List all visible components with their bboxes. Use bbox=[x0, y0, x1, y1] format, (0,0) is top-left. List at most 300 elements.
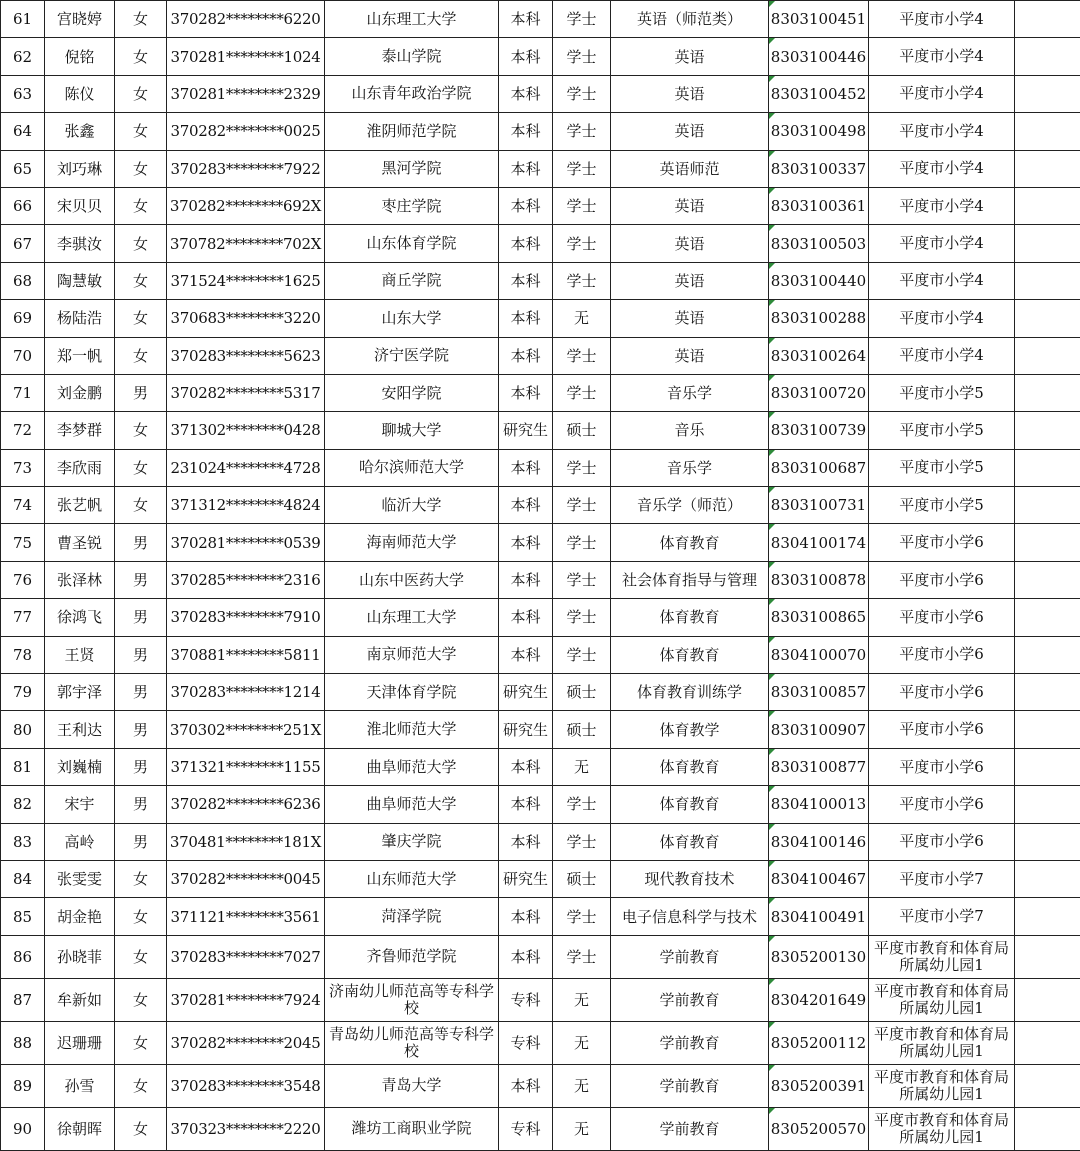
row-number: 74 bbox=[1, 487, 45, 524]
gender-cell: 女 bbox=[115, 449, 167, 486]
post-cell: 平度市教育和体育局所属幼儿园1 bbox=[869, 1064, 1015, 1107]
row-number: 64 bbox=[1, 113, 45, 150]
exam-number-cell: 8303100857 bbox=[769, 674, 869, 711]
post-cell: 平度市小学4 bbox=[869, 337, 1015, 374]
table-row bbox=[1, 748, 1080, 785]
education-cell: 本科 bbox=[499, 150, 553, 187]
exam-number-cell: 8305200112 bbox=[769, 1021, 869, 1064]
education-cell: 本科 bbox=[499, 935, 553, 978]
id-number-cell: 370683********3220 bbox=[167, 300, 325, 337]
exam-number-cell: 8303100907 bbox=[769, 711, 869, 748]
major-cell: 体育教育 bbox=[611, 524, 769, 561]
gender-cell: 女 bbox=[115, 337, 167, 374]
major-cell: 社会体育指导与管理 bbox=[611, 561, 769, 598]
school-cell: 齐鲁师范学院 bbox=[325, 935, 499, 978]
post-cell: 平度市小学6 bbox=[869, 786, 1015, 823]
candidate-name: 张鑫 bbox=[45, 113, 115, 150]
education-cell: 本科 bbox=[499, 262, 553, 299]
school-cell: 商丘学院 bbox=[325, 262, 499, 299]
school-cell: 安阳学院 bbox=[325, 374, 499, 411]
post-cell: 平度市教育和体育局所属幼儿园1 bbox=[869, 1021, 1015, 1064]
degree-cell: 学士 bbox=[553, 823, 611, 860]
post-cell: 平度市小学4 bbox=[869, 113, 1015, 150]
exam-number-cell: 8303100878 bbox=[769, 561, 869, 598]
row-number: 65 bbox=[1, 150, 45, 187]
table-row bbox=[1, 412, 1080, 449]
candidate-name: 胡金艳 bbox=[45, 898, 115, 935]
degree-cell: 学士 bbox=[553, 374, 611, 411]
degree-cell: 无 bbox=[553, 300, 611, 337]
id-number-cell: 370302********251X bbox=[167, 711, 325, 748]
post-cell: 平度市小学6 bbox=[869, 674, 1015, 711]
gender-cell: 男 bbox=[115, 636, 167, 673]
table-row bbox=[1, 898, 1080, 935]
row-number: 88 bbox=[1, 1021, 45, 1064]
gender-cell: 女 bbox=[115, 898, 167, 935]
post-cell: 平度市小学7 bbox=[869, 860, 1015, 897]
table-row bbox=[1, 524, 1080, 561]
exam-number-cell: 8304100491 bbox=[769, 898, 869, 935]
candidate-name: 孙晓菲 bbox=[45, 935, 115, 978]
school-cell: 泰山学院 bbox=[325, 38, 499, 75]
candidate-name: 徐鸿飞 bbox=[45, 599, 115, 636]
major-cell: 音乐学 bbox=[611, 374, 769, 411]
table-row bbox=[1, 187, 1080, 224]
school-cell: 黑河学院 bbox=[325, 150, 499, 187]
table-row bbox=[1, 38, 1080, 75]
id-number-cell: 370282********5317 bbox=[167, 374, 325, 411]
row-number: 67 bbox=[1, 225, 45, 262]
row-number: 81 bbox=[1, 748, 45, 785]
empty-cell bbox=[1015, 262, 1080, 299]
exam-number-cell: 8303100288 bbox=[769, 300, 869, 337]
table-body bbox=[1, 1, 1080, 1151]
empty-cell bbox=[1015, 561, 1080, 598]
gender-cell: 男 bbox=[115, 599, 167, 636]
id-number-cell: 370782********702X bbox=[167, 225, 325, 262]
candidate-name: 张艺帆 bbox=[45, 487, 115, 524]
post-cell: 平度市小学6 bbox=[869, 748, 1015, 785]
table-row bbox=[1, 935, 1080, 978]
major-cell: 现代教育技术 bbox=[611, 860, 769, 897]
table-row bbox=[1, 674, 1080, 711]
table-row bbox=[1, 150, 1080, 187]
gender-cell: 男 bbox=[115, 524, 167, 561]
id-number-cell: 370881********5811 bbox=[167, 636, 325, 673]
school-cell: 济宁医学院 bbox=[325, 337, 499, 374]
table-row bbox=[1, 599, 1080, 636]
empty-cell bbox=[1015, 674, 1080, 711]
empty-cell bbox=[1015, 225, 1080, 262]
major-cell: 音乐学（师范） bbox=[611, 487, 769, 524]
empty-cell bbox=[1015, 636, 1080, 673]
gender-cell: 女 bbox=[115, 860, 167, 897]
education-cell: 研究生 bbox=[499, 711, 553, 748]
row-number: 83 bbox=[1, 823, 45, 860]
table-row bbox=[1, 1107, 1080, 1150]
empty-cell bbox=[1015, 1021, 1080, 1064]
degree-cell: 学士 bbox=[553, 898, 611, 935]
row-number: 78 bbox=[1, 636, 45, 673]
post-cell: 平度市小学4 bbox=[869, 225, 1015, 262]
empty-cell bbox=[1015, 150, 1080, 187]
degree-cell: 学士 bbox=[553, 38, 611, 75]
post-cell: 平度市小学6 bbox=[869, 524, 1015, 561]
degree-cell: 无 bbox=[553, 1021, 611, 1064]
school-cell: 南京师范大学 bbox=[325, 636, 499, 673]
major-cell: 体育教育 bbox=[611, 599, 769, 636]
post-cell: 平度市小学6 bbox=[869, 823, 1015, 860]
table-row bbox=[1, 449, 1080, 486]
education-cell: 本科 bbox=[499, 1064, 553, 1107]
exam-number-cell: 8305200130 bbox=[769, 935, 869, 978]
exam-number-cell: 8304100174 bbox=[769, 524, 869, 561]
exam-number-cell: 8303100337 bbox=[769, 150, 869, 187]
candidate-name: 刘巧琳 bbox=[45, 150, 115, 187]
education-cell: 本科 bbox=[499, 1, 553, 38]
table-row bbox=[1, 262, 1080, 299]
row-number: 82 bbox=[1, 786, 45, 823]
row-number: 68 bbox=[1, 262, 45, 299]
empty-cell bbox=[1015, 860, 1080, 897]
education-cell: 专科 bbox=[499, 1021, 553, 1064]
degree-cell: 无 bbox=[553, 1107, 611, 1150]
degree-cell: 学士 bbox=[553, 225, 611, 262]
empty-cell bbox=[1015, 38, 1080, 75]
row-number: 80 bbox=[1, 711, 45, 748]
table-row bbox=[1, 75, 1080, 112]
table-row bbox=[1, 374, 1080, 411]
table-row bbox=[1, 978, 1080, 1021]
id-number-cell: 370281********0539 bbox=[167, 524, 325, 561]
major-cell: 英语 bbox=[611, 337, 769, 374]
gender-cell: 女 bbox=[115, 300, 167, 337]
school-cell: 肇庆学院 bbox=[325, 823, 499, 860]
gender-cell: 女 bbox=[115, 113, 167, 150]
empty-cell bbox=[1015, 1107, 1080, 1150]
table-row bbox=[1, 711, 1080, 748]
gender-cell: 女 bbox=[115, 225, 167, 262]
exam-number-cell: 8303100720 bbox=[769, 374, 869, 411]
education-cell: 本科 bbox=[499, 113, 553, 150]
gender-cell: 女 bbox=[115, 412, 167, 449]
major-cell: 体育教育 bbox=[611, 636, 769, 673]
exam-number-cell: 8303100451 bbox=[769, 1, 869, 38]
degree-cell: 学士 bbox=[553, 187, 611, 224]
major-cell: 英语 bbox=[611, 113, 769, 150]
school-cell: 天津体育学院 bbox=[325, 674, 499, 711]
row-number: 73 bbox=[1, 449, 45, 486]
row-number: 72 bbox=[1, 412, 45, 449]
row-number: 71 bbox=[1, 374, 45, 411]
id-number-cell: 370282********692X bbox=[167, 187, 325, 224]
school-cell: 淮阴师范学院 bbox=[325, 113, 499, 150]
school-cell: 哈尔滨师范大学 bbox=[325, 449, 499, 486]
degree-cell: 学士 bbox=[553, 449, 611, 486]
education-cell: 研究生 bbox=[499, 412, 553, 449]
exam-number-cell: 8303100452 bbox=[769, 75, 869, 112]
empty-cell bbox=[1015, 524, 1080, 561]
major-cell: 学前教育 bbox=[611, 935, 769, 978]
exam-number-cell: 8304100467 bbox=[769, 860, 869, 897]
empty-cell bbox=[1015, 374, 1080, 411]
id-number-cell: 370283********7910 bbox=[167, 599, 325, 636]
post-cell: 平度市小学6 bbox=[869, 599, 1015, 636]
empty-cell bbox=[1015, 898, 1080, 935]
candidate-name: 宋宇 bbox=[45, 786, 115, 823]
candidate-name: 郑一帆 bbox=[45, 337, 115, 374]
candidate-name: 宋贝贝 bbox=[45, 187, 115, 224]
candidate-name: 李梦群 bbox=[45, 412, 115, 449]
education-cell: 本科 bbox=[499, 300, 553, 337]
post-cell: 平度市小学5 bbox=[869, 374, 1015, 411]
gender-cell: 女 bbox=[115, 1107, 167, 1150]
exam-number-cell: 8303100739 bbox=[769, 412, 869, 449]
row-number: 76 bbox=[1, 561, 45, 598]
post-cell: 平度市教育和体育局所属幼儿园1 bbox=[869, 978, 1015, 1021]
exam-number-cell: 8303100503 bbox=[769, 225, 869, 262]
id-number-cell: 370282********2045 bbox=[167, 1021, 325, 1064]
education-cell: 本科 bbox=[499, 748, 553, 785]
major-cell: 学前教育 bbox=[611, 1021, 769, 1064]
exam-number-cell: 8304201649 bbox=[769, 978, 869, 1021]
post-cell: 平度市小学4 bbox=[869, 75, 1015, 112]
exam-number-cell: 8304100146 bbox=[769, 823, 869, 860]
major-cell: 体育教育 bbox=[611, 748, 769, 785]
empty-cell bbox=[1015, 711, 1080, 748]
degree-cell: 学士 bbox=[553, 337, 611, 374]
major-cell: 音乐学 bbox=[611, 449, 769, 486]
school-cell: 曲阜师范大学 bbox=[325, 786, 499, 823]
candidate-name: 曹圣锐 bbox=[45, 524, 115, 561]
education-cell: 本科 bbox=[499, 449, 553, 486]
row-number: 61 bbox=[1, 1, 45, 38]
candidate-name: 刘金鹏 bbox=[45, 374, 115, 411]
row-number: 75 bbox=[1, 524, 45, 561]
exam-number-cell: 8304100070 bbox=[769, 636, 869, 673]
post-cell: 平度市小学4 bbox=[869, 1, 1015, 38]
exam-number-cell: 8303100446 bbox=[769, 38, 869, 75]
school-cell: 曲阜师范大学 bbox=[325, 748, 499, 785]
gender-cell: 女 bbox=[115, 978, 167, 1021]
post-cell: 平度市教育和体育局所属幼儿园1 bbox=[869, 1107, 1015, 1150]
major-cell: 体育教育 bbox=[611, 823, 769, 860]
id-number-cell: 371121********3561 bbox=[167, 898, 325, 935]
education-cell: 本科 bbox=[499, 374, 553, 411]
education-cell: 本科 bbox=[499, 561, 553, 598]
row-number: 85 bbox=[1, 898, 45, 935]
gender-cell: 男 bbox=[115, 823, 167, 860]
school-cell: 枣庄学院 bbox=[325, 187, 499, 224]
school-cell: 山东理工大学 bbox=[325, 1, 499, 38]
education-cell: 本科 bbox=[499, 75, 553, 112]
major-cell: 英语 bbox=[611, 75, 769, 112]
exam-number-cell: 8303100865 bbox=[769, 599, 869, 636]
id-number-cell: 370283********5623 bbox=[167, 337, 325, 374]
candidate-name: 张雯雯 bbox=[45, 860, 115, 897]
empty-cell bbox=[1015, 487, 1080, 524]
candidate-name: 倪铭 bbox=[45, 38, 115, 75]
table-row bbox=[1, 337, 1080, 374]
exam-number-cell: 8303100498 bbox=[769, 113, 869, 150]
table-row bbox=[1, 561, 1080, 598]
exam-number-cell: 8305200391 bbox=[769, 1064, 869, 1107]
education-cell: 本科 bbox=[499, 786, 553, 823]
id-number-cell: 231024********4728 bbox=[167, 449, 325, 486]
empty-cell bbox=[1015, 599, 1080, 636]
exam-number-cell: 8303100440 bbox=[769, 262, 869, 299]
degree-cell: 学士 bbox=[553, 262, 611, 299]
education-cell: 专科 bbox=[499, 978, 553, 1021]
table-row bbox=[1, 113, 1080, 150]
empty-cell bbox=[1015, 823, 1080, 860]
gender-cell: 女 bbox=[115, 1021, 167, 1064]
school-cell: 山东中医药大学 bbox=[325, 561, 499, 598]
id-number-cell: 370282********6220 bbox=[167, 1, 325, 38]
row-number: 70 bbox=[1, 337, 45, 374]
empty-cell bbox=[1015, 935, 1080, 978]
row-number: 89 bbox=[1, 1064, 45, 1107]
education-cell: 本科 bbox=[499, 599, 553, 636]
gender-cell: 女 bbox=[115, 75, 167, 112]
table-row bbox=[1, 300, 1080, 337]
degree-cell: 学士 bbox=[553, 1, 611, 38]
major-cell: 体育教育 bbox=[611, 786, 769, 823]
exam-number-cell: 8305200570 bbox=[769, 1107, 869, 1150]
exam-number-cell: 8303100264 bbox=[769, 337, 869, 374]
major-cell: 学前教育 bbox=[611, 978, 769, 1021]
degree-cell: 学士 bbox=[553, 113, 611, 150]
id-number-cell: 371524********1625 bbox=[167, 262, 325, 299]
table-row bbox=[1, 225, 1080, 262]
gender-cell: 女 bbox=[115, 935, 167, 978]
education-cell: 本科 bbox=[499, 187, 553, 224]
school-cell: 青岛大学 bbox=[325, 1064, 499, 1107]
major-cell: 英语 bbox=[611, 300, 769, 337]
empty-cell bbox=[1015, 113, 1080, 150]
candidate-name: 高岭 bbox=[45, 823, 115, 860]
id-number-cell: 370282********6236 bbox=[167, 786, 325, 823]
school-cell: 临沂大学 bbox=[325, 487, 499, 524]
table-row bbox=[1, 1021, 1080, 1064]
candidate-name: 郭宇泽 bbox=[45, 674, 115, 711]
empty-cell bbox=[1015, 748, 1080, 785]
post-cell: 平度市小学4 bbox=[869, 187, 1015, 224]
major-cell: 英语 bbox=[611, 262, 769, 299]
id-number-cell: 370285********2316 bbox=[167, 561, 325, 598]
degree-cell: 无 bbox=[553, 978, 611, 1021]
row-number: 62 bbox=[1, 38, 45, 75]
id-number-cell: 370323********2220 bbox=[167, 1107, 325, 1150]
table-row bbox=[1, 636, 1080, 673]
major-cell: 音乐 bbox=[611, 412, 769, 449]
row-number: 84 bbox=[1, 860, 45, 897]
table-row bbox=[1, 823, 1080, 860]
id-number-cell: 371302********0428 bbox=[167, 412, 325, 449]
empty-cell bbox=[1015, 412, 1080, 449]
post-cell: 平度市小学5 bbox=[869, 412, 1015, 449]
school-cell: 潍坊工商职业学院 bbox=[325, 1107, 499, 1150]
school-cell: 山东青年政治学院 bbox=[325, 75, 499, 112]
major-cell: 体育教育训练学 bbox=[611, 674, 769, 711]
row-number: 77 bbox=[1, 599, 45, 636]
degree-cell: 无 bbox=[553, 1064, 611, 1107]
candidate-name: 刘巍楠 bbox=[45, 748, 115, 785]
empty-cell bbox=[1015, 449, 1080, 486]
degree-cell: 硕士 bbox=[553, 711, 611, 748]
row-number: 86 bbox=[1, 935, 45, 978]
education-cell: 本科 bbox=[499, 337, 553, 374]
post-cell: 平度市小学6 bbox=[869, 561, 1015, 598]
gender-cell: 女 bbox=[115, 1, 167, 38]
school-cell: 青岛幼儿师范高等专科学校 bbox=[325, 1021, 499, 1064]
gender-cell: 男 bbox=[115, 786, 167, 823]
candidate-name: 迟珊珊 bbox=[45, 1021, 115, 1064]
candidate-name: 徐朝晖 bbox=[45, 1107, 115, 1150]
row-number: 63 bbox=[1, 75, 45, 112]
gender-cell: 女 bbox=[115, 150, 167, 187]
row-number: 69 bbox=[1, 300, 45, 337]
post-cell: 平度市小学7 bbox=[869, 898, 1015, 935]
degree-cell: 学士 bbox=[553, 599, 611, 636]
candidate-name: 张泽林 bbox=[45, 561, 115, 598]
candidate-name: 杨陆浩 bbox=[45, 300, 115, 337]
school-cell: 淮北师范大学 bbox=[325, 711, 499, 748]
education-cell: 本科 bbox=[499, 898, 553, 935]
major-cell: 英语 bbox=[611, 225, 769, 262]
table-row bbox=[1, 1, 1080, 38]
major-cell: 英语（师范类） bbox=[611, 1, 769, 38]
id-number-cell: 371312********4824 bbox=[167, 487, 325, 524]
education-cell: 研究生 bbox=[499, 674, 553, 711]
id-number-cell: 371321********1155 bbox=[167, 748, 325, 785]
education-cell: 本科 bbox=[499, 487, 553, 524]
id-number-cell: 370282********0045 bbox=[167, 860, 325, 897]
id-number-cell: 370283********7922 bbox=[167, 150, 325, 187]
gender-cell: 女 bbox=[115, 1064, 167, 1107]
education-cell: 本科 bbox=[499, 823, 553, 860]
gender-cell: 女 bbox=[115, 187, 167, 224]
post-cell: 平度市小学4 bbox=[869, 38, 1015, 75]
empty-cell bbox=[1015, 187, 1080, 224]
post-cell: 平度市小学6 bbox=[869, 711, 1015, 748]
candidate-name: 李欣雨 bbox=[45, 449, 115, 486]
row-number: 90 bbox=[1, 1107, 45, 1150]
education-cell: 研究生 bbox=[499, 860, 553, 897]
table-row bbox=[1, 487, 1080, 524]
candidate-name: 王利达 bbox=[45, 711, 115, 748]
post-cell: 平度市小学4 bbox=[869, 150, 1015, 187]
empty-cell bbox=[1015, 300, 1080, 337]
school-cell: 海南师范大学 bbox=[325, 524, 499, 561]
education-cell: 本科 bbox=[499, 524, 553, 561]
candidate-name: 王贤 bbox=[45, 636, 115, 673]
candidate-name: 牟新如 bbox=[45, 978, 115, 1021]
post-cell: 平度市小学4 bbox=[869, 262, 1015, 299]
school-cell: 山东体育学院 bbox=[325, 225, 499, 262]
major-cell: 体育教学 bbox=[611, 711, 769, 748]
candidate-name: 陶慧敏 bbox=[45, 262, 115, 299]
id-number-cell: 370481********181X bbox=[167, 823, 325, 860]
degree-cell: 学士 bbox=[553, 487, 611, 524]
row-number: 79 bbox=[1, 674, 45, 711]
degree-cell: 学士 bbox=[553, 524, 611, 561]
table-row bbox=[1, 860, 1080, 897]
post-cell: 平度市小学5 bbox=[869, 449, 1015, 486]
candidate-name: 宫晓婷 bbox=[45, 1, 115, 38]
id-number-cell: 370283********7027 bbox=[167, 935, 325, 978]
exam-number-cell: 8304100013 bbox=[769, 786, 869, 823]
